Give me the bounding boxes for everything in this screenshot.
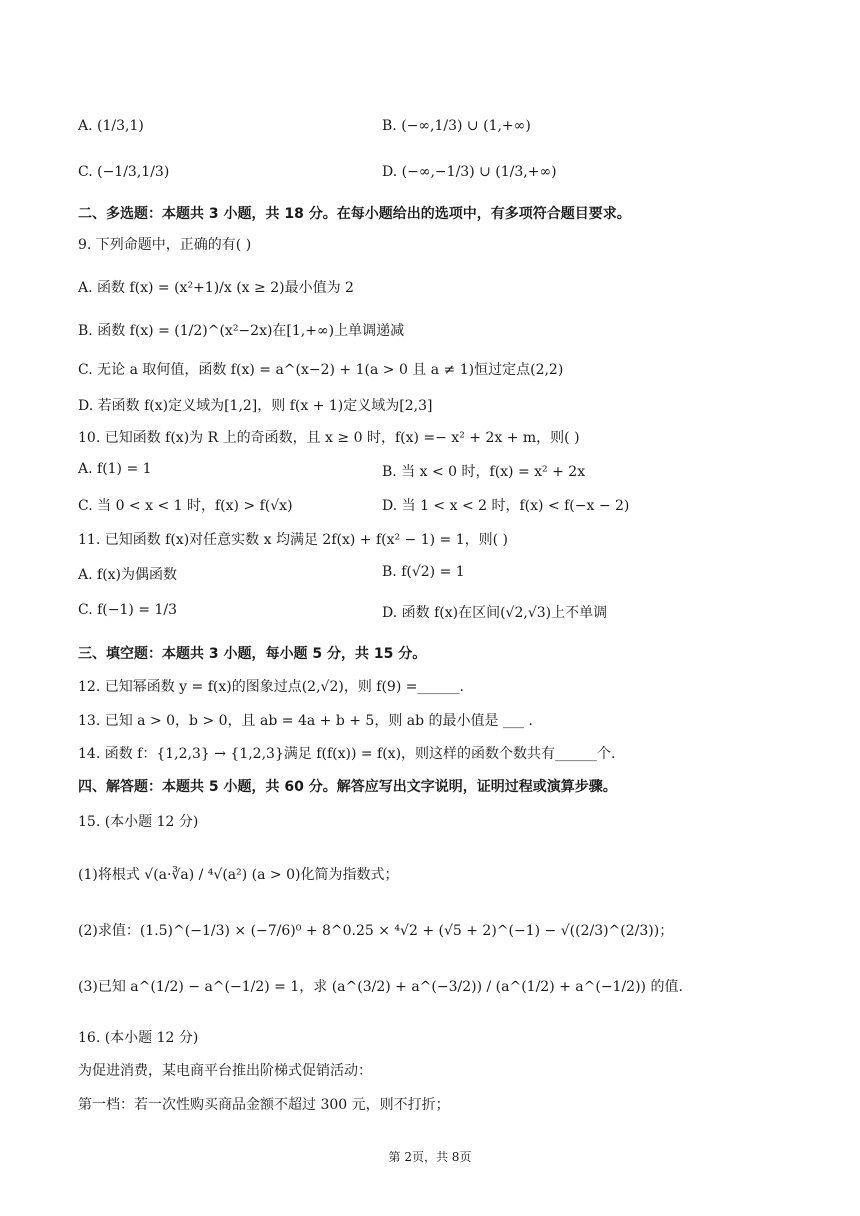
q16-header: 16. (本小题 12 分) [78, 1030, 199, 1046]
q10-option-a: A. f(1) = 1 [78, 461, 152, 477]
q9-option-d: D. 若函数 f(x)定义域为[1,2]，则 f(x + 1)定义域为[2,3] [78, 398, 433, 414]
q9-option-b: B. 函数 f(x) = (1/2)^(x²−2x)在[1,+∞)上单调递减 [78, 323, 405, 339]
q13: 13. 已知 a > 0，b > 0，且 ab = 4a + b + 5，则 ab 的最小值是 ___ . [78, 713, 533, 729]
q11-stem: 11. 已知函数 f(x)对任意实数 x 均满足 2f(x) + f(x² − 1) = 1，则( ) [78, 532, 509, 548]
q8-option-a: A. (1/3,1) [78, 118, 144, 134]
q9-option-a: A. 函数 f(x) = (x²+1)/x (x ≥ 2)最小值为 2 [78, 280, 354, 296]
page-footer: 第 2页，共 8页 [388, 1150, 472, 1164]
q10-option-b: B. 当 x < 0 时，f(x) = x² + 2x [382, 464, 586, 480]
q9-option-c: C. 无论 a 取何值，函数 f(x) = a^(x−2) + 1(a > 0 且 a ≠ 1)恒过定点(2,2) [78, 362, 564, 378]
q9-stem: 9. 下列命题中，正确的有( ) [78, 237, 252, 253]
q12: 12. 已知幂函数 y = f(x)的图象过点(2,√2)，则 f(9) =______. [78, 679, 464, 695]
q11-option-d: D. 函数 f(x)在区间(√2,√3)上不单调 [382, 605, 608, 621]
q10-option-c: C. 当 0 < x < 1 时，f(x) > f(√x) [78, 498, 293, 514]
q15-part2: (2)求值：(1.5)^(−1/3) × (−7/6)⁰ + 8^0.25 × ⁴√2 + (√5 + 2)^(−1) − √((2/3)^(2/3))； [78, 923, 674, 939]
section2-heading: 二、多选题：本题共 3 小题，共 18 分。在每小题给出的选项中，有多项符合题目要求。 [78, 206, 631, 222]
section3-heading: 三、填空题：本题共 3 小题，每小题 5 分，共 15 分。 [78, 646, 427, 662]
q14: 14. 函数 f：{1,2,3} → {1,2,3}满足 f(f(x)) = f(x)，则这样的函数个数共有______个. [78, 746, 616, 762]
q11-option-b: B. f(√2) = 1 [382, 564, 465, 580]
q16-intro: 为促进消费，某电商平台推出阶梯式促销活动： [78, 1063, 372, 1079]
q15-part1: (1)将根式 √(a·∛a) / ⁴√(a²) (a > 0)化简为指数式； [78, 867, 399, 883]
q11-option-c: C. f(−1) = 1/3 [78, 602, 178, 618]
q16-tier1: 第一档：若一次性购买商品金额不超过 300 元，则不打折； [78, 1097, 450, 1113]
q10-option-d: D. 当 1 < x < 2 时，f(x) < f(−x − 2) [382, 498, 630, 514]
q10-stem: 10. 已知函数 f(x)为 R 上的奇函数，且 x ≥ 0 时，f(x) =− x² + 2x + m，则( ) [78, 430, 580, 446]
q8-option-b: B. (−∞,1/3) ∪ (1,+∞) [382, 118, 531, 134]
q11-option-a: A. f(x)为偶函数 [78, 567, 178, 583]
section4-heading: 四、解答题：本题共 5 小题，共 60 分。解答应写出文字说明，证明过程或演算步骤。 [78, 779, 617, 795]
q8-option-d: D. (−∞,−1/3) ∪ (1/3,+∞) [382, 164, 557, 180]
q8-option-c: C. (−1/3,1/3) [78, 164, 170, 180]
q15-header: 15. (本小题 12 分) [78, 814, 199, 830]
q15-part3: (3)已知 a^(1/2) − a^(−1/2) = 1，求 (a^(3/2) + a^(−3/2)) / (a^(1/2) + a^(−1/2)) 的值. [78, 979, 683, 995]
